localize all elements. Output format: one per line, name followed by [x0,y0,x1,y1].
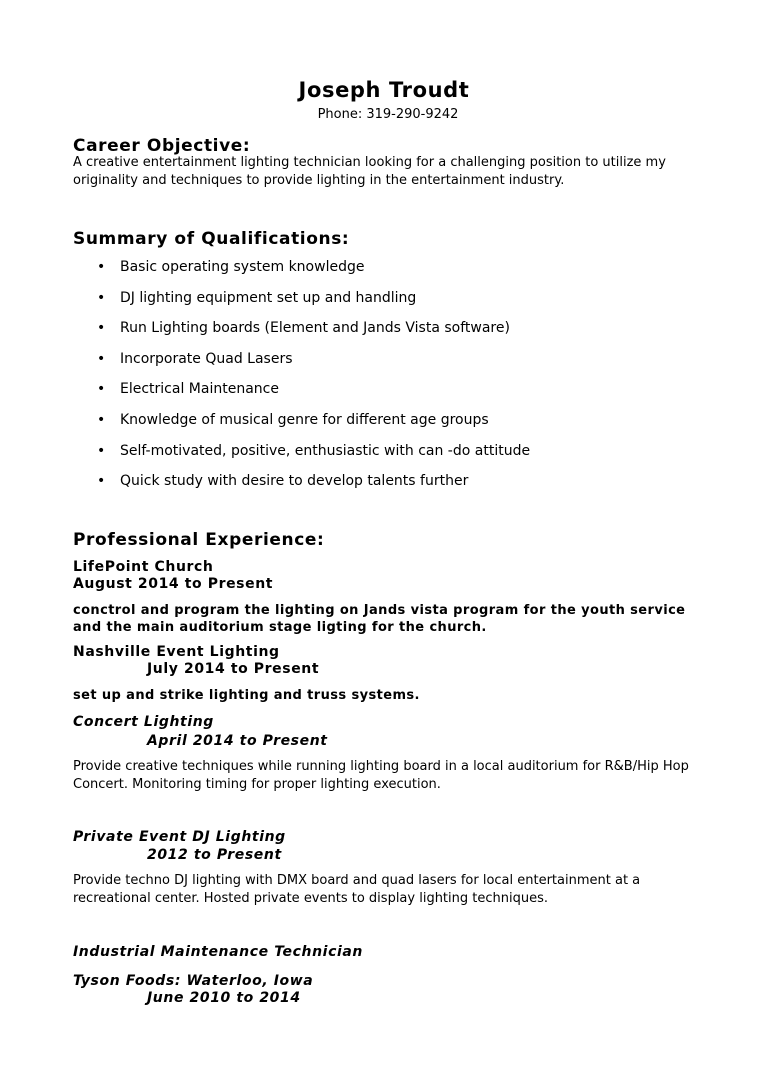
job-description: Provide techno DJ lighting with DMX board and quad lasers for local entertainment at a recreational center. Hosted private events to display lighting techniques. [73,873,641,906]
job-employer: Concert Lighting [73,714,214,730]
job-employer: LifePoint Church [73,559,214,575]
job-title: Industrial Maintenance Technician [73,944,363,960]
job-employer: Private Event DJ Lighting [73,829,286,845]
list-item: • Electrical Maintenance [73,379,530,410]
job-dates: June 2010 to 2014 [147,990,301,1006]
job-dates: 2012 to Present [147,847,282,863]
job-dates: July 2014 to Present [147,661,320,677]
phone-number: Phone: 319-290-9242 [317,107,459,122]
career-objective-text: A creative entertainment lighting technician looking for a challenging position to utilize my originality and techniques to provide lighting in the entertainment industry. [73,155,666,188]
job-employer: Nashville Event Lighting [73,644,280,660]
candidate-name: Joseph Troudt [298,78,470,102]
qualifications-list [73,257,530,502]
career-objective-heading: Career Objective: [73,136,251,156]
list-item: • Run Lighting boards (Element and Jands Vista software) [73,318,530,349]
list-item: • Quick study with desire to develop talents further [73,471,530,502]
experience-heading: Professional Experience: [73,530,325,550]
list-item: • DJ lighting equipment set up and handling [73,288,530,319]
job-description: Provide creative techniques while running lighting board in a local auditorium for R&B/Hip Hop Concert. Monitoring timing for proper lighting execution. [73,759,689,792]
list-item: • Basic operating system knowledge [73,257,530,288]
list-item: • Knowledge of musical genre for different age groups [73,410,530,441]
job-dates: August 2014 to Present [73,576,274,592]
job-description: set up and strike lighting and truss systems. [73,688,420,703]
job-dates: April 2014 to Present [147,733,328,749]
qualifications-heading: Summary of Qualifications: [73,229,350,249]
list-item: • Self-motivated, positive, enthusiastic with can -do attitude [73,441,530,472]
job-location: Tyson Foods: Waterloo, Iowa [73,973,314,989]
job-description: conctrol and program the lighting on Jands vista program for the youth service and the main auditorium stage ligting for the church. [73,603,686,635]
list-item: • Incorporate Quad Lasers [73,349,530,380]
